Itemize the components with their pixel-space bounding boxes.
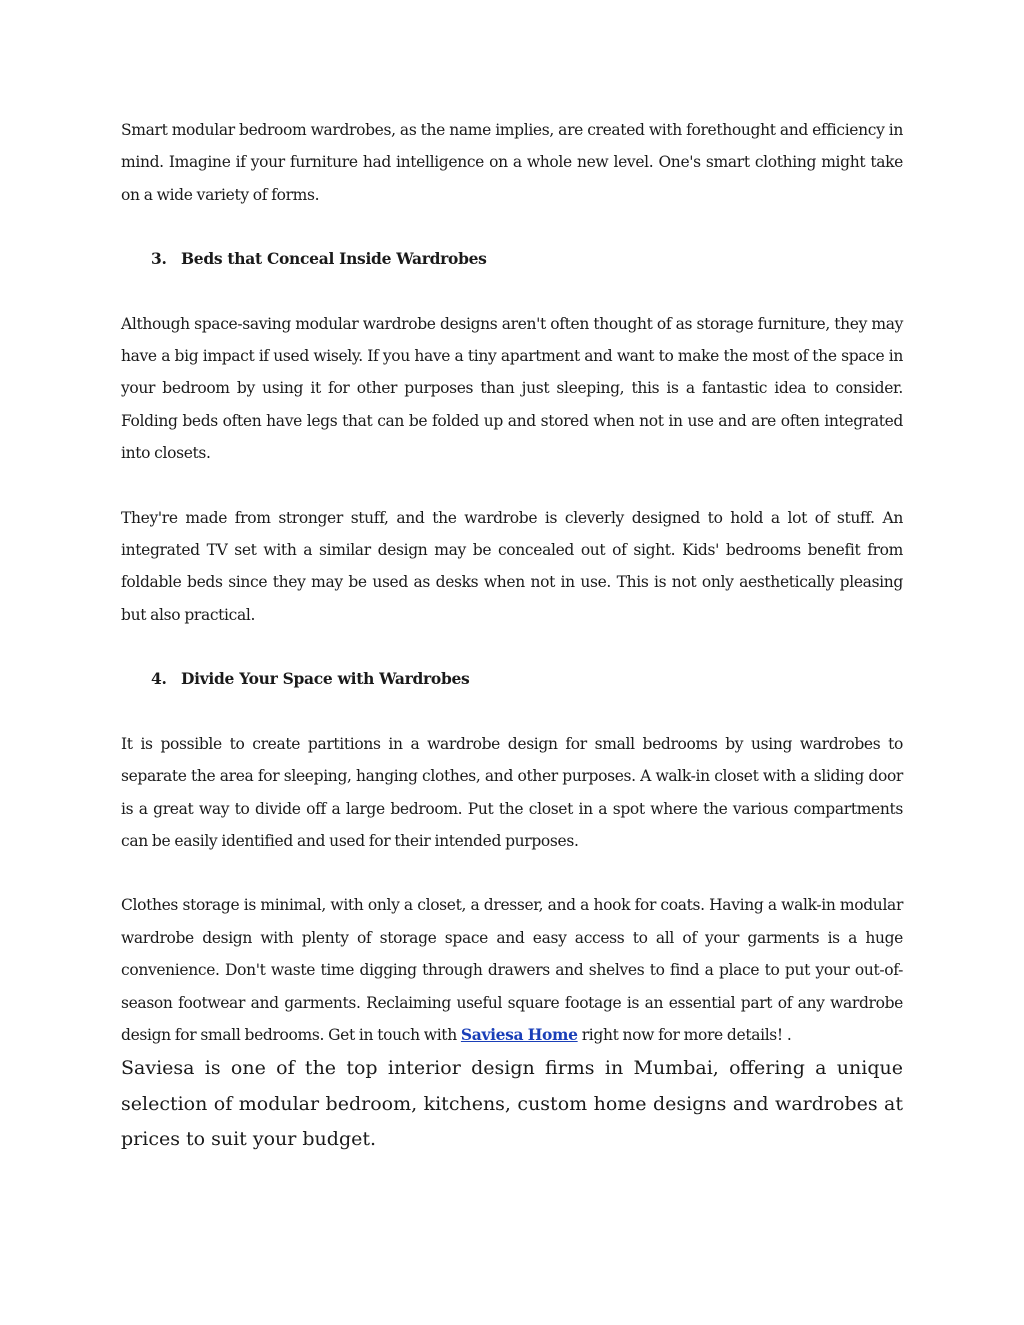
section-3-paragraph-1: Although space-saving modular wardrobe designs aren't often thought of as storage furniture, they may have a big impact if used wisely. If you have a tiny apartment and want to make the most of the space in your bedroom by using it for other purposes than just sleeping, this is a fantastic idea to consider. Folding beds often have legs that can be folded up and stored when not in use and are often integrated into closets.	[121, 314, 903, 463]
section-3-heading	[121, 243, 903, 275]
section-3-paragraph-2: They're made from stronger stuff, and the wardrobe is cleverly designed to hold a lot of stuff. An integrated TV set with a similar design may be concealed out of sight. Kids' bedrooms benefit from foldable beds since they may be used as desks when not in use. This is not only aesthetically pleasing but also practical.	[121, 508, 903, 624]
saviesa-home-link[interactable]: Saviesa Home	[460, 1024, 578, 1044]
intro-paragraph: Smart modular bedroom wardrobes, as the name implies, are created with forethought and efficiency in mind. Imagine if your furniture had intelligence on a whole new level. One's smart clothing might take on a wide variety of forms.	[121, 121, 903, 204]
section-4-paragraph-2	[121, 889, 903, 1051]
section-4-paragraph-1: It is possible to create partitions in a wardrobe design for small bedrooms by using wardrobes to separate the area for sleeping, hanging clothes, and other purposes. A walk-in closet with a sliding door is a great way to divide off a large bedroom. Put the closet in a spot where the various compartments can be easily identified and used for their intended purposes.	[121, 734, 903, 850]
section-3-number: 3.	[151, 249, 167, 269]
spacer	[121, 276, 903, 308]
paragraph-text-after-link: right now for more details! .	[577, 1025, 792, 1044]
spacer	[121, 857, 903, 889]
section-4-heading	[121, 663, 903, 695]
section-3-title: Beds that Conceal Inside Wardrobes	[181, 249, 487, 269]
document-page	[121, 114, 903, 1158]
spacer	[121, 631, 903, 663]
spacer	[121, 211, 903, 243]
spacer	[121, 470, 903, 502]
section-4-number: 4.	[151, 669, 167, 689]
spacer	[121, 696, 903, 728]
closing-paragraph: Saviesa is one of the top interior design firms in Mumbai, offering a unique selection of modular bedroom, kitchens, custom home designs and wardrobes at prices to suit your budget.	[121, 1057, 903, 1151]
paragraph-text-before-link: Clothes storage is minimal, with only a closet, a dresser, and a hook for coats. Having a walk-in modular wardrobe design with plenty of storage space and easy access to all of your garments is a huge convenience. Don't waste time digging through drawers and shelves to find a place to put your out-of-season footwear and garments. Reclaiming useful square footage is an essential part of any wardrobe design for small bedrooms. Get in touch with	[121, 896, 903, 1044]
section-4-title: Divide Your Space with Wardrobes	[181, 669, 470, 689]
